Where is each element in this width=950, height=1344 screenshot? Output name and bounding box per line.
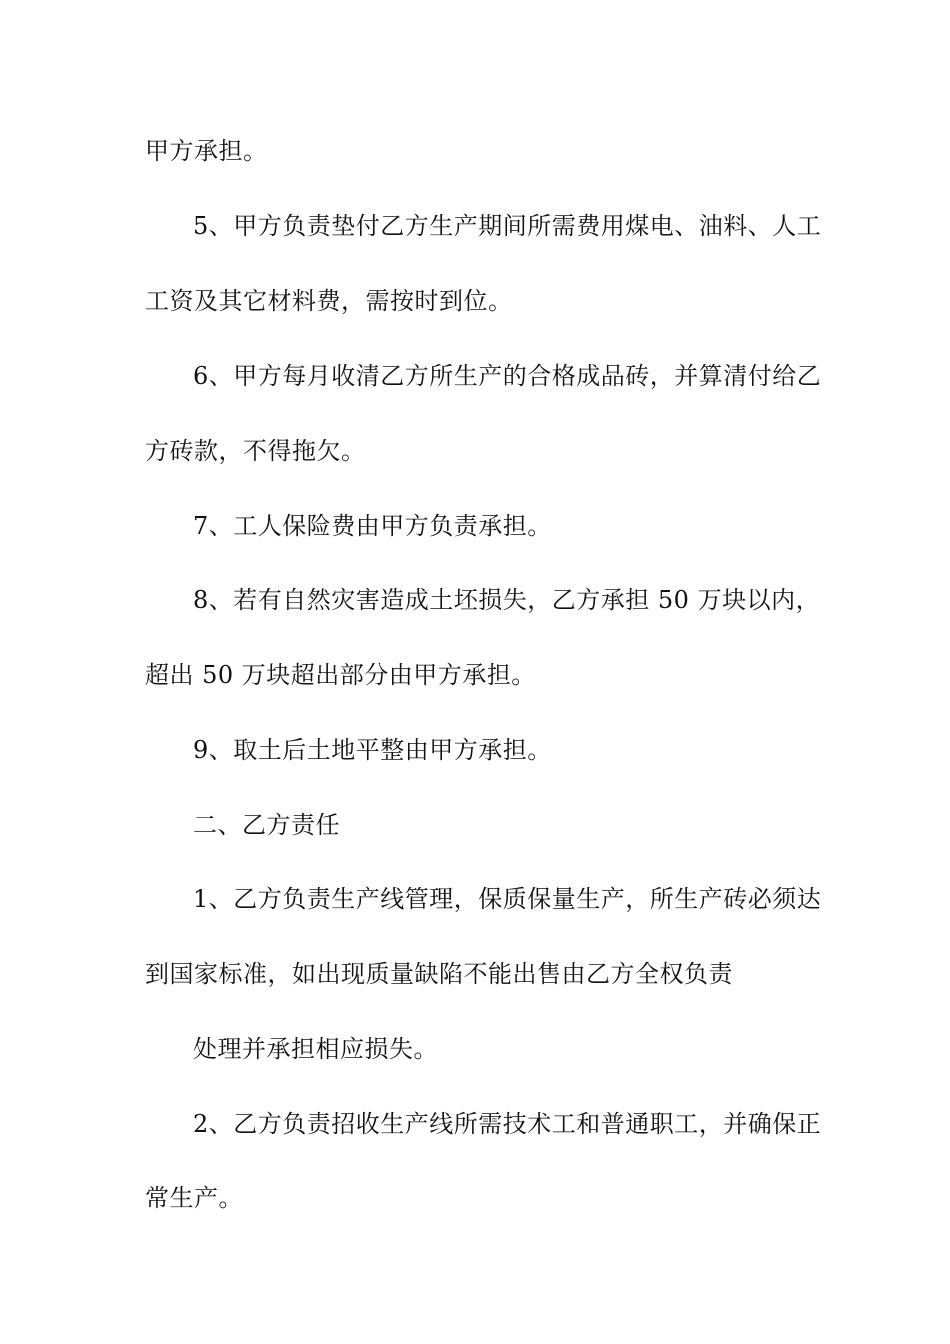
paragraph-line: 常生产。 <box>145 1184 243 1212</box>
paragraph-line: 到国家标准，如出现质量缺陷不能出售由乙方全权负责 <box>145 960 733 988</box>
paragraph-line: 7、工人保险费由甲方负责承担。 <box>193 512 552 540</box>
paragraph-line: 方砖款，不得拖欠。 <box>145 437 366 465</box>
paragraph-line: 9、取土后土地平整由甲方承担。 <box>193 736 552 764</box>
paragraph-line: 处理并承担相应损失。 <box>193 1035 438 1063</box>
paragraph-line: 2、乙方负责招收生产线所需技术工和普通职工，并确保正 <box>193 1110 822 1138</box>
paragraph-line: 超出 50 万块超出部分由甲方承担。 <box>145 661 536 689</box>
section-heading: 二、乙方责任 <box>193 811 340 839</box>
paragraph-line: 甲方承担。 <box>145 137 268 165</box>
paragraph-line: 5、甲方负责垫付乙方生产期间所需费用煤电、油料、人工 <box>193 212 822 240</box>
paragraph-line: 工资及其它材料费，需按时到位。 <box>145 287 513 315</box>
paragraph-line: 6、甲方每月收清乙方所生产的合格成品砖，并算清付给乙 <box>193 362 822 390</box>
paragraph-line: 8、若有自然灾害造成土坯损失，乙方承担 50 万块以内， <box>193 586 821 614</box>
paragraph-line: 1、乙方负责生产线管理，保质保量生产，所生产砖必须达 <box>193 885 822 913</box>
